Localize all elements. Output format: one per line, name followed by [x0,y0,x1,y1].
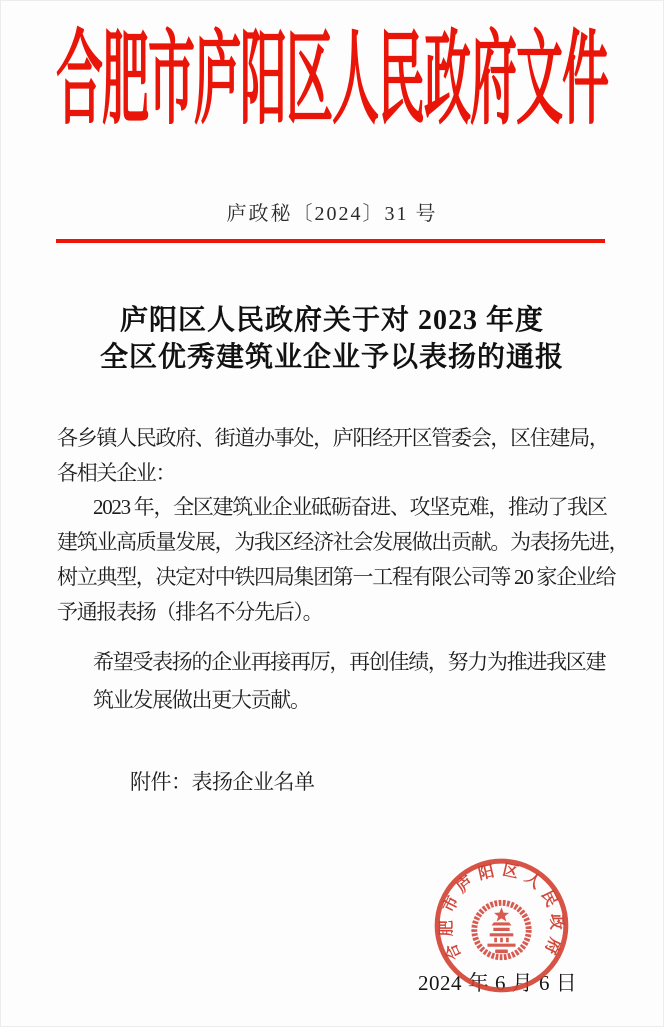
document-number: 庐政秘〔2024〕31 号 [226,203,438,225]
document-date: 2024 年 6 月 6 日 [418,971,578,995]
seal-arc-text: 合肥市庐阳区人民政府 [438,861,565,963]
document-header-title: 合肥市庐阳区人民政府文件 [56,24,608,138]
salutation-line: 各乡镇人民政府、街道办事处，庐阳经开区管委会，区住建局， [57,426,609,450]
document-title [0,302,664,376]
title-line-1: 庐阳区人民政府关于对 2023 年度 [119,305,544,336]
salutation [57,421,607,490]
paragraph-line: 予通报表扬（排名不分先后）。 [57,599,323,624]
paragraph-line: 建筑业高质量发展，为我区经济社会发展做出贡献。为表扬先进， [57,530,629,555]
paragraph-line: 筑业发展做出更大贡献。 [93,688,310,713]
national-emblem-icon [474,903,528,957]
salutation-line: 各相关企业： [57,460,176,485]
official-seal [429,847,574,1004]
title-line-2: 全区优秀建筑业企业予以表扬的通报 [99,342,564,373]
paragraph-2 [57,643,607,719]
header-divider-line [56,239,605,243]
emblem-gear [495,950,508,954]
attachment-note: 附件：表扬企业名单 [130,770,315,795]
paragraph-line: 希望受表扬的企业再接再厉，再创佳绩，努力为推进我区建 [93,650,606,675]
paragraph-line: 2023 年，全区建筑业企业砥砺奋进、攻坚克难，推动了我区 [93,495,607,520]
emblem-gate [487,922,515,946]
emblem-star [494,907,509,921]
document-body [57,421,629,799]
paragraph-line: 树立典型，决定对中铁四局集团第一工程有限公司等 20 家企业给 [57,564,616,589]
paragraph-1 [57,490,629,629]
